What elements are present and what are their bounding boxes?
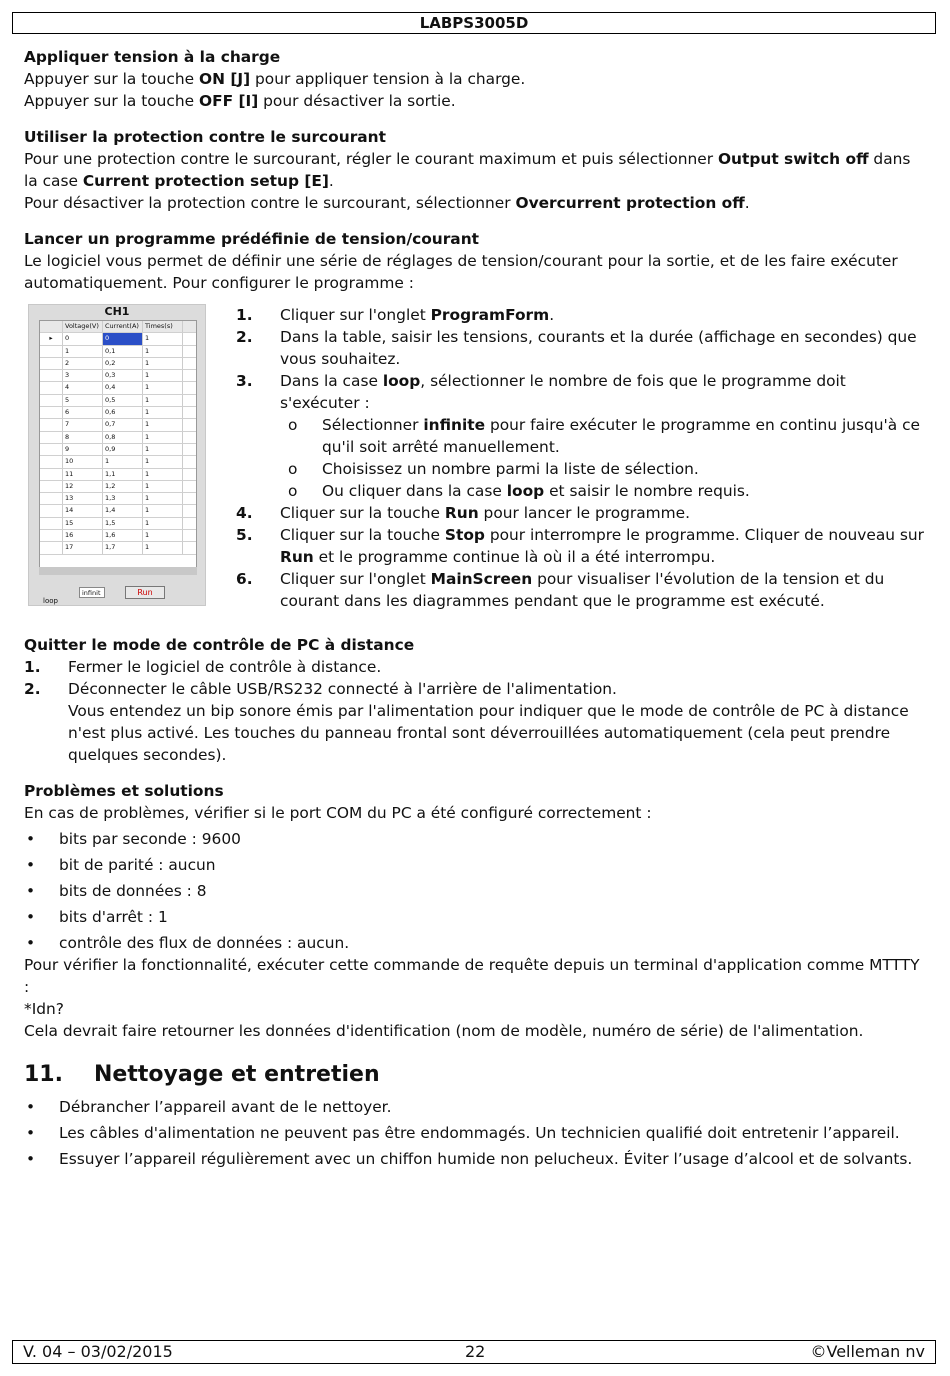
section-title-apply-voltage: Appliquer tension à la charge (24, 48, 281, 66)
list-item (24, 828, 926, 850)
page-footer (12, 1340, 936, 1364)
paragraph-troubleshooting-intro: En cas de problèmes, vérifier si le port COM du PC a été configuré correctement : (24, 804, 652, 822)
table-cell: 5 (63, 395, 103, 406)
column-header: Current(A) (103, 321, 143, 332)
text: Dans la table, saisir les tensions, courants et la durée (affichage en secondes) que vous souhaitez. (280, 328, 917, 368)
page-header (12, 12, 936, 34)
text: Débrancher l’appareil avant de le nettoyer. (59, 1098, 392, 1116)
paragraph-overcurrent-on (24, 148, 926, 192)
table-cell: 16 (63, 530, 103, 541)
table-cell: 1,7 (103, 542, 143, 553)
text: contrôle des flux de données : aucun. (59, 934, 350, 952)
page-content (24, 46, 926, 1170)
list-item (24, 854, 926, 876)
table-cell: 1 (143, 505, 183, 516)
bullet-icon: • (26, 1098, 36, 1116)
key-label: ON [J] (199, 70, 251, 88)
table-cell: 8 (63, 432, 103, 443)
list-item (24, 1096, 926, 1118)
list-item (24, 906, 926, 928)
table-cell: 1 (143, 395, 183, 406)
text: Sélectionner (322, 416, 424, 434)
table-cell: 17 (63, 542, 103, 553)
text: Pour une protection contre le surcourant, régler le courant maximum et puis sélectionner (24, 150, 718, 168)
table-cell: 0,5 (103, 395, 143, 406)
table-row (40, 456, 196, 468)
bullet-icon: • (26, 1124, 36, 1142)
text: Déconnecter le câble USB/RS232 connecté à l'arrière de l'alimentation. (68, 680, 617, 698)
option-label: Overcurrent protection off (515, 194, 745, 212)
table-cell: 1 (143, 407, 183, 418)
bullet-icon: • (26, 830, 36, 848)
paragraph-result: Cela devrait faire retourner les données d'identification (nom de modèle, numéro de série) de l'alimentation. (24, 1022, 864, 1040)
row-marker: ▸ (40, 333, 63, 344)
table-cell: 1 (143, 370, 183, 381)
text: Appuyer sur la touche (24, 92, 199, 110)
section-title-program: Lancer un programme prédéfinie de tension/courant (24, 230, 480, 248)
program-block (24, 304, 926, 634)
row-marker (40, 395, 63, 406)
footer-copyright: ©Velleman nv (810, 1342, 925, 1361)
row-marker (40, 518, 63, 529)
run-button: Run (125, 586, 165, 599)
quit-step-1 (24, 656, 926, 678)
table-row (40, 469, 196, 481)
text: Pour désactiver la protection contre le surcourant, sélectionner (24, 194, 516, 212)
table-cell: 0,6 (103, 407, 143, 418)
text: Fermer le logiciel de contrôle à distance. (68, 658, 382, 676)
text: Cliquer sur l'onglet (280, 306, 431, 324)
text: bits de données : 8 (59, 882, 207, 900)
table-cell: 4 (63, 382, 103, 393)
substep-choose (236, 458, 928, 480)
step-number: 4. (236, 504, 253, 522)
table-cell: 1 (143, 444, 183, 455)
text: Appuyer sur la touche (24, 70, 199, 88)
table-row (40, 518, 196, 530)
page-number: 22 (465, 1342, 486, 1361)
table-cell: 1 (143, 493, 183, 504)
step-2 (236, 326, 928, 370)
table-row (40, 481, 196, 493)
row-marker (40, 530, 63, 541)
ui-label: loop (506, 482, 545, 500)
table-cell: 3 (63, 370, 103, 381)
text: Essuyer l’appareil régulièrement avec un chiffon humide non pelucheux. Éviter l’usage d’alcool et de solvants. (59, 1150, 913, 1168)
list-item (24, 880, 926, 902)
text: et le programme continue là où il a été interrompu. (313, 548, 716, 566)
text: . (328, 172, 334, 190)
bullet-icon: • (26, 908, 36, 926)
paragraph-overcurrent-off (24, 192, 926, 214)
table-header (40, 321, 196, 333)
table-cell: 9 (63, 444, 103, 455)
table-cell: 6 (63, 407, 103, 418)
table-row (40, 530, 196, 542)
sub-marker: o (288, 460, 298, 478)
table-cell: 1 (143, 432, 183, 443)
table-row (40, 333, 196, 345)
step-6 (236, 568, 928, 612)
step-number: 6. (236, 570, 253, 588)
row-marker (40, 456, 63, 467)
text: et saisir le nombre requis. (544, 482, 750, 500)
table-row (40, 432, 196, 444)
chapter-title: Nettoyage et entretien (94, 1062, 380, 1087)
table-row (40, 358, 196, 370)
table-cell: 12 (63, 481, 103, 492)
loop-label: loop (43, 597, 58, 605)
table-cell: 1,1 (103, 469, 143, 480)
table-row (40, 444, 196, 456)
table-cell: 7 (63, 419, 103, 430)
row-marker (40, 469, 63, 480)
text: bits d'arrêt : 1 (59, 908, 168, 926)
paragraph-program-intro: Le logiciel vous permet de définir une série de réglages de tension/courant pour la sortie, et de les faire exécuter automatiquement. Pour configurer le programme : (24, 252, 898, 292)
text: Les câbles d'alimentation ne peuvent pas être endommagés. Un technicien qualifié doit entretenir l’appareil. (59, 1124, 900, 1142)
table-row (40, 407, 196, 419)
step-1 (236, 304, 928, 326)
table-cell: 0,7 (103, 419, 143, 430)
loop-select: infinit (79, 587, 105, 598)
table-cell: 10 (63, 456, 103, 467)
step-3 (236, 370, 928, 414)
key-label: OFF [I] (199, 92, 259, 110)
table-cell: 0,1 (103, 346, 143, 357)
table-cell: 1 (143, 542, 183, 553)
text: Cliquer sur la touche (280, 526, 445, 544)
text: dans la case (24, 150, 911, 190)
table-cell: 1 (143, 333, 183, 344)
row-marker (40, 493, 63, 504)
table-cell: 1,5 (103, 518, 143, 529)
step-number: 2. (236, 328, 253, 346)
table-cell: 1,3 (103, 493, 143, 504)
table-cell: 0,2 (103, 358, 143, 369)
table-cell: 14 (63, 505, 103, 516)
table-cell: 1 (143, 346, 183, 357)
list-item (24, 1148, 926, 1170)
step-number: 1. (236, 306, 253, 324)
step-number: 3. (236, 372, 253, 390)
command-text: *Idn? (24, 1000, 64, 1018)
table-cell: 0,4 (103, 382, 143, 393)
table-row (40, 395, 196, 407)
row-marker (40, 542, 63, 553)
text: Choisissez un nombre parmi la liste de sélection. (322, 460, 699, 478)
bullet-icon: • (26, 934, 36, 952)
step-number: 1. (24, 658, 41, 676)
text: , sélectionner le nombre de fois que le programme doit s'exécuter : (280, 372, 846, 412)
sub-marker: o (288, 482, 298, 500)
paragraph-check: Pour vérifier la fonctionnalité, exécuter cette commande de requête depuis un terminal d'application comme MTTTY : (24, 956, 920, 996)
list-item (24, 1122, 926, 1144)
horizontal-scrollbar (39, 567, 197, 575)
bullet-icon: • (26, 856, 36, 874)
table-cell: 1 (143, 456, 183, 467)
table-cell: 1 (143, 530, 183, 541)
row-marker (40, 444, 63, 455)
table-row (40, 370, 196, 382)
row-marker (40, 419, 63, 430)
row-marker (40, 370, 63, 381)
chapter-number: 11. (24, 1062, 63, 1087)
step-5 (236, 524, 928, 568)
table-row (40, 382, 196, 394)
step-number: 2. (24, 680, 41, 698)
table-cell: 0,8 (103, 432, 143, 443)
footer-version: V. 04 – 03/02/2015 (23, 1342, 173, 1361)
table-cell: 1,6 (103, 530, 143, 541)
ui-label: Stop (444, 526, 485, 544)
table-row (40, 493, 196, 505)
text: pour appliquer tension à la charge. (250, 70, 526, 88)
table-row (40, 419, 196, 431)
list-item (24, 932, 926, 954)
row-marker (40, 382, 63, 393)
table-cell: 0 (63, 333, 103, 344)
ui-label: MainScreen (430, 570, 533, 588)
text: Vous entendez un bip sonore émis par l'alimentation pour indiquer que le mode de contrôle de PC à distance n'est plus activé. Les touches du panneau frontal sont déverrouillées automatiquement (cela peut prendre quelques secondes). (68, 702, 909, 764)
header-title: LABPS3005D (419, 14, 529, 32)
quit-step-2 (24, 678, 926, 766)
row-marker (40, 346, 63, 357)
row-marker (40, 358, 63, 369)
table-row (40, 505, 196, 517)
ui-label: ProgramForm (430, 306, 550, 324)
table-cell: 1 (143, 358, 183, 369)
table-cell: 1 (143, 481, 183, 492)
table-cell: 1,2 (103, 481, 143, 492)
text: pour désactiver la sortie. (258, 92, 456, 110)
option-label: Current protection setup [E] (82, 172, 329, 190)
bullet-icon: • (26, 882, 36, 900)
row-marker (40, 432, 63, 443)
row-marker-header (40, 321, 63, 332)
row-marker (40, 407, 63, 418)
column-header: Times(s) (143, 321, 183, 332)
substep-infinite (236, 414, 928, 458)
text: pour visualiser l'évolution de la tension et du courant dans les diagrammes pendant que le programme est exécuté. (280, 570, 885, 610)
ui-label: infinite (423, 416, 486, 434)
row-marker (40, 481, 63, 492)
text: Ou cliquer dans la case (322, 482, 507, 500)
table-cell: 2 (63, 358, 103, 369)
program-steps (236, 304, 928, 612)
table-cell: 1 (63, 346, 103, 357)
table-cell: 0 (103, 333, 143, 344)
table-cell: 1 (143, 469, 183, 480)
option-label: Output switch off (717, 150, 869, 168)
table-cell: 1 (143, 419, 183, 430)
table-cell: 1,4 (103, 505, 143, 516)
text: pour faire exécuter le programme en continu jusqu'à ce qu'il soit arrêté manuellement. (322, 416, 921, 456)
program-form-screenshot (28, 304, 206, 606)
step-number: 5. (236, 526, 253, 544)
step-4 (236, 502, 928, 524)
text: pour lancer le programme. (478, 504, 691, 522)
paragraph-off (24, 90, 926, 112)
table-cell: 0,9 (103, 444, 143, 455)
table-row (40, 346, 196, 358)
section-title-troubleshooting: Problèmes et solutions (24, 782, 224, 800)
row-marker (40, 505, 63, 516)
bullet-icon: • (26, 1150, 36, 1168)
screenshot-title: CH1 (104, 305, 130, 318)
text: bit de parité : aucun (59, 856, 216, 874)
table-row (40, 542, 196, 554)
program-table (39, 320, 197, 575)
section-title-overcurrent: Utiliser la protection contre le surcourant (24, 128, 386, 146)
text: Cliquer sur la touche (280, 504, 445, 522)
table-cell: 0,3 (103, 370, 143, 381)
ui-label: Run (444, 504, 479, 522)
column-header: Voltage(V) (63, 321, 103, 332)
text: Dans la case (280, 372, 383, 390)
text: . (744, 194, 750, 212)
table-cell: 1 (143, 518, 183, 529)
table-cell: 13 (63, 493, 103, 504)
text: bits par seconde : 9600 (59, 830, 241, 848)
table-cell: 15 (63, 518, 103, 529)
substep-enter (236, 480, 928, 502)
table-cell: 11 (63, 469, 103, 480)
chapter-heading (24, 1060, 926, 1090)
paragraph-on (24, 68, 926, 90)
text: . (549, 306, 555, 324)
text: Cliquer sur l'onglet (280, 570, 431, 588)
section-title-quit-remote: Quitter le mode de contrôle de PC à distance (24, 636, 415, 654)
ui-label: loop (382, 372, 421, 390)
ui-label: Run (280, 548, 314, 566)
table-cell: 1 (103, 456, 143, 467)
table-cell: 1 (143, 382, 183, 393)
text: pour interrompre le programme. Cliquer de nouveau sur (484, 526, 924, 544)
sub-marker: o (288, 416, 298, 434)
